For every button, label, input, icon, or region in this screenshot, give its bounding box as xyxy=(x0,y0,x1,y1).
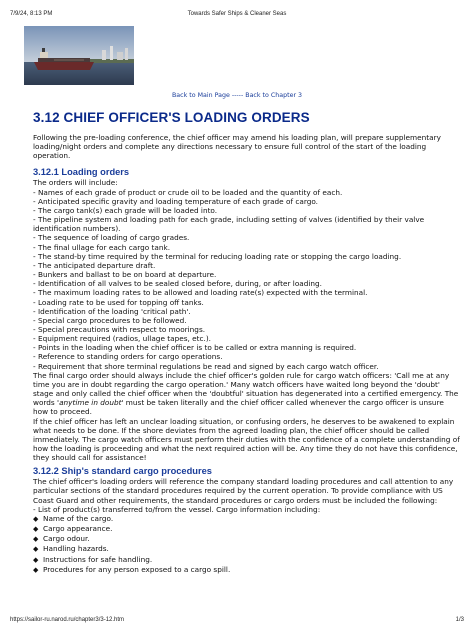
back-to-main-page-link[interactable]: Back to Main Page xyxy=(171,92,230,99)
orders-lead: The orders will include: xyxy=(33,178,118,188)
list-item: - The pipeline system and loading path for each grade, including setting of valves (identified by their valve identification numbers). xyxy=(33,215,425,234)
section-heading-loading-orders: 3.12.1 Loading orders xyxy=(33,167,130,178)
print-page-number: 1/3 xyxy=(455,617,464,623)
nav-separator: ----- xyxy=(231,92,244,99)
list-item: ◆ Procedures for any person exposed to a cargo spill. xyxy=(33,564,231,574)
list-item: - Bunkers and ballast to be on board at departure. xyxy=(33,270,217,280)
golden-rule-paragraph: The final cargo order should always include the chief officer's golden rule for cargo watch officers: 'Call me at any time you are in doubt regarding the cargo operation.' Many watch officers have waited long beyond the 'doubt' stage and only called the chief officer when the 'doubtful' situation has degenerated into a certified emergency. The words 'anytime in doubt' must be taken literally and the chief officer called whenever the cargo officer is unsure how to proceed. xyxy=(33,370,459,417)
list-item: ◆ Instructions for safe handling. xyxy=(33,554,153,564)
print-footer xyxy=(10,617,464,623)
article-content xyxy=(33,133,460,575)
list-item: - The stand-by time required by the terminal for reducing loading rate or stopping the cargo loading. xyxy=(33,251,402,261)
list-item: - Names of each grade of product or crude oil to be loaded and the quantity of each. xyxy=(33,187,343,197)
list-item: - The cargo tank(s) each grade will be loaded into. xyxy=(33,205,218,215)
diamond-bullet-icon: ◆ xyxy=(33,535,39,544)
section-heading-standard-procedures: 3.12.2 Ship's standard cargo procedures xyxy=(33,466,212,477)
cargo-information-list xyxy=(33,514,460,575)
back-to-chapter-link[interactable]: Back to Chapter 3 xyxy=(245,92,303,99)
list-item: - Equipment required (radios, ullage tapes, etc.). xyxy=(33,334,211,344)
list-item: - Special precautions with respect to moorings. xyxy=(33,324,206,334)
list-item: - Anticipated specific gravity and loading temperature of each grade of cargo. xyxy=(33,196,318,206)
list-item: ◆ Cargo appearance. xyxy=(33,524,113,534)
list-item: - Identification of the loading 'critical path'. xyxy=(33,306,191,316)
print-datetime: 7/9/24, 8:13 PM xyxy=(10,11,53,17)
list-item: - The anticipated departure draft. xyxy=(33,260,156,270)
tanker-banner-image xyxy=(24,26,134,85)
list-item: ◆ Handling hazards. xyxy=(33,544,109,554)
loading-orders-list xyxy=(33,188,460,371)
print-url: https://sailor-ru.narod.ru/chapter3/3-12.htm xyxy=(10,617,125,623)
list-item: ◆ Cargo odour. xyxy=(33,534,90,544)
diamond-bullet-icon: ◆ xyxy=(33,525,39,534)
list-item: - Reference to standing orders for cargo operations. xyxy=(33,352,223,362)
list-item: - The final ullage for each cargo tank. xyxy=(33,242,171,252)
list-item: - Points in the loading when the chief officer is to be called or extra manning is required. xyxy=(33,343,357,353)
diamond-bullet-icon: ◆ xyxy=(33,555,39,564)
print-doc-title: Towards Safer Ships & Cleaner Seas xyxy=(187,11,287,17)
diamond-bullet-icon: ◆ xyxy=(33,545,39,554)
list-item: - Identification of all valves to be sealed closed before, during, or after loading. xyxy=(33,279,322,289)
standard-procedures-paragraph: The chief officer's loading orders will reference the company standard loading procedures and call attention to any particular sections of the standard procedures required by the current operation. To provide compliance with US Coast Guard and other requirements, the standard procedures or cargo orders must be included the following: xyxy=(33,477,454,505)
list-item: - Loading rate to be used for topping off tanks. xyxy=(33,297,204,307)
list-item: - Requirement that shore terminal regulations be read and signed by each cargo watch officer. xyxy=(33,361,379,371)
list-item: - The maximum loading rates to be allowed and loading rate(s) expected with the terminal. xyxy=(33,288,368,298)
nav-links xyxy=(0,92,474,99)
list-item: - The sequence of loading of cargo grades. xyxy=(33,233,190,243)
list-item: ◆ Name of the cargo. xyxy=(33,513,114,523)
page-title: 3.12 CHIEF OFFICER'S LOADING ORDERS xyxy=(33,110,310,125)
diamond-bullet-icon: ◆ xyxy=(33,514,39,523)
list-item: - Special cargo procedures to be followed. xyxy=(33,315,187,325)
diamond-bullet-icon: ◆ xyxy=(33,565,39,574)
intro-paragraph: Following the pre-loading conference, the chief officer may amend his loading plan, will prepare supplementary loading/night orders and complete any directions necessary to ensure full control of the start of the loading operation. xyxy=(33,133,441,161)
product-list-lead: - List of product(s) transferred to/from the vessel. Cargo information including: xyxy=(33,504,321,514)
unclear-situation-paragraph: If the chief officer has left an unclear loading situation, or confusing orders, he deserves to be awakened to explain what needs to be done. If the shore deviates from the agreed loading plan, the chief officer should be called immediately. The cargo watch officers must perform their duties with the confidence of a complete understanding of how the loading is proceeding and what the next required action will be. Any time they do not have this confidence, they should call for assistance! xyxy=(33,416,460,463)
print-header xyxy=(10,11,464,17)
